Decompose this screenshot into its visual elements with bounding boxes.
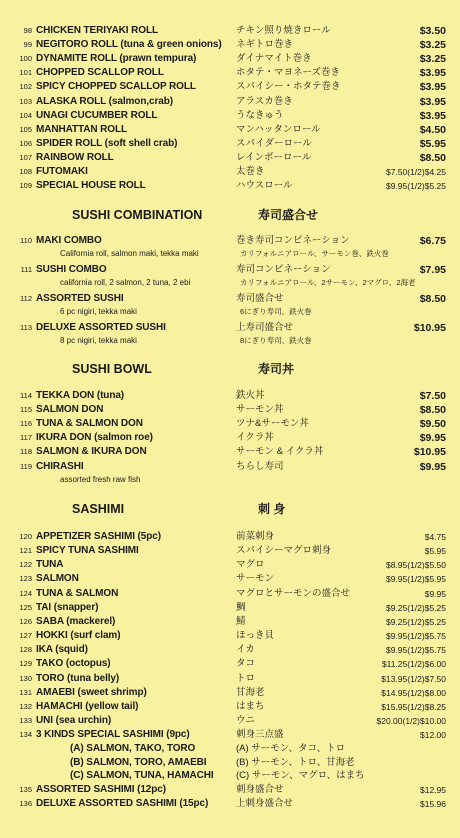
item-name-jp: (B) サーモン、トロ、甘海老 — [236, 756, 355, 768]
item-number: 123 — [19, 574, 32, 584]
item-name-jp: サーモン & イクラ丼 — [236, 446, 324, 458]
section-title: SASHIMI — [72, 502, 125, 516]
item-number: 108 — [19, 167, 32, 176]
description-text-jp: カリフォルニアロール、2サーモン、2マグロ、2海老 — [240, 278, 416, 287]
item-name-jp: レインボーロール — [236, 151, 312, 163]
item-number: 107 — [19, 152, 32, 162]
item-price: $13.95(1/2)$7.50 — [381, 673, 446, 684]
item-number: 136 — [19, 799, 32, 809]
menu-item — [0, 629, 460, 643]
item-description — [0, 306, 460, 318]
item-price: $9.25(1/2)$5.25 — [385, 602, 446, 613]
item-name-jp: 甘海老 — [236, 686, 265, 698]
item-price: $11.25(1/2)$6.00 — [381, 659, 446, 670]
menu-item — [0, 431, 460, 445]
item-name: SPICY CHOPPED SCALLOP ROLL — [36, 81, 196, 93]
item-price: $3.25 — [419, 39, 446, 52]
item-name: TORO (tuna belly) — [36, 672, 120, 684]
item-name-jp: 寿司盛合せ — [236, 293, 284, 304]
item-name: HAMACHI (yellow tail) — [36, 700, 139, 712]
item-price: $15.95(1/2)$8.25 — [381, 701, 446, 712]
item-name: DELUXE ASSORTED SASHIMI (15pc) — [36, 798, 209, 810]
item-price: $9.95 — [419, 432, 446, 445]
description-text: california roll, 2 salmon, 2 tuna, 2 ebi — [60, 278, 191, 287]
menu-item — [0, 544, 460, 558]
description-text-jp: カリフォルニアロール、サーモン巻、鉄火巻 — [240, 249, 389, 258]
item-name-jp: イクラ丼 — [236, 432, 274, 444]
item-name-jp: (C) サーモン、マグロ、はまち — [236, 770, 365, 782]
item-description — [0, 335, 460, 347]
item-name: TEKKA DON (tuna) — [36, 390, 125, 401]
item-number: 105 — [19, 124, 32, 134]
menu-item — [0, 151, 460, 165]
item-name: DYNAMITE ROLL (prawn tempura) — [36, 53, 197, 65]
item-name-jp: アラスカ巻き — [236, 95, 293, 107]
item-name-jp: 刺身盛合せ — [236, 784, 284, 796]
item-number: 117 — [20, 433, 32, 443]
item-name-jp: (A) サーモン、タコ、トロ — [236, 743, 346, 755]
item-price: $6.75 — [419, 235, 446, 247]
item-price: $3.95 — [419, 81, 446, 94]
item-number: 103 — [19, 96, 32, 106]
item-number: 98 — [23, 26, 32, 35]
menu-item — [0, 643, 460, 657]
menu-item — [0, 657, 460, 671]
menu-item — [0, 179, 460, 193]
item-name: TUNA & SALMON — [36, 587, 119, 599]
item-name-jp: ホタテ・マヨネーズ巻き — [236, 67, 341, 79]
item-name: UNI (sea urchin) — [36, 714, 112, 726]
item-name-jp: ハウスロール — [236, 180, 293, 192]
item-number: 113 — [20, 323, 32, 332]
menu-item — [0, 615, 460, 629]
item-name: SPICY TUNA SASHIMI — [36, 545, 139, 557]
item-name-jp: トロ — [236, 672, 256, 684]
item-number: 133 — [19, 715, 32, 725]
item-number: 119 — [20, 461, 32, 471]
item-price: $5.95 — [424, 546, 446, 557]
item-number: 132 — [19, 701, 32, 711]
item-name-jp: 巻き寿司コンビネーション — [236, 235, 350, 246]
item-name-jp: ネギトロ巻き — [236, 39, 294, 51]
item-price: $8.95(1/2)$5.50 — [385, 560, 446, 571]
item-name: ASSORTED SASHIMI (12pc) — [36, 784, 166, 796]
item-price: $8.50 — [419, 404, 446, 417]
item-number: 112 — [20, 294, 32, 303]
item-name: NEGITORO ROLL (tuna & green onions) — [36, 39, 222, 51]
item-price: $9.95(1/2)$5.75 — [385, 645, 446, 656]
item-name: UNAGI CUCUMBER ROLL — [36, 109, 158, 121]
item-number: 114 — [20, 391, 32, 400]
menu-item — [0, 66, 460, 80]
item-price: $3.25 — [419, 53, 446, 66]
item-name: ALASKA ROLL (salmon,crab) — [36, 95, 173, 107]
item-price: $3.95 — [419, 67, 446, 80]
item-name-jp: はまち — [236, 700, 265, 712]
item-name: CHIRASHI — [36, 460, 84, 472]
item-name: SALMON & IKURA DON — [36, 446, 147, 458]
menu-item — [0, 558, 460, 572]
item-price: $3.95 — [419, 109, 446, 122]
item-number: 115 — [20, 405, 32, 415]
item-price: $12.00 — [420, 730, 446, 741]
item-name-jp: ほっき貝 — [236, 630, 275, 642]
item-name: SALMON DON — [36, 404, 104, 416]
menu-item — [0, 756, 460, 770]
item-name: SPIDER ROLL (soft shell crab) — [36, 137, 178, 149]
item-name: ASSORTED SUSHI — [36, 293, 124, 304]
item-price: $7.50(1/2)$4.25 — [385, 167, 446, 177]
item-price: $4.50 — [419, 123, 446, 136]
menu-item — [0, 165, 460, 179]
item-name: MANHATTAN ROLL — [36, 123, 127, 135]
item-number: 127 — [19, 631, 32, 641]
item-name: RAINBOW ROLL — [36, 151, 114, 163]
item-name-jp: ツナ&サーモン丼 — [236, 418, 309, 430]
menu-item — [0, 38, 460, 52]
menu-item — [0, 672, 460, 686]
menu-item — [0, 417, 460, 431]
item-name-jp: スパイダーロール — [236, 137, 312, 149]
item-name: SALMON — [36, 573, 79, 585]
item-name-jp: ちらし寿司 — [236, 460, 284, 472]
item-name: (C) SALMON, TUNA, HAMACHI — [70, 770, 214, 782]
item-name: MAKI COMBO — [36, 235, 102, 246]
item-name-jp: うなきゅう — [236, 109, 284, 121]
item-price: $10.95 — [413, 322, 446, 334]
menu-item — [0, 742, 460, 756]
item-number: 106 — [19, 138, 32, 148]
item-number: 126 — [19, 616, 32, 626]
menu-item — [0, 714, 460, 728]
item-name: AMAEBI (sweet shrimp) — [36, 686, 147, 698]
item-price: $20.00(1/2)$10.00 — [376, 715, 446, 726]
item-name-jp: 寿司コンビネーション — [236, 264, 331, 275]
item-name-jp: スパイシーマグロ刺身 — [236, 545, 332, 557]
item-price: $9.95(1/2)$5.95 — [385, 574, 446, 585]
item-number: 122 — [19, 560, 32, 570]
menu-item — [0, 389, 460, 403]
menu-item — [0, 137, 460, 151]
item-price: $10.95 — [413, 446, 446, 459]
item-name: DELUXE ASSORTED SUSHI — [36, 322, 166, 333]
item-number: 104 — [19, 110, 32, 120]
section-title: SUSHI BOWL — [72, 362, 152, 376]
item-description — [0, 248, 460, 260]
menu-item — [0, 530, 460, 544]
item-number: 131 — [19, 687, 32, 697]
item-name: TUNA & SALMON DON — [36, 418, 143, 430]
item-number: 118 — [20, 447, 32, 457]
item-name-jp: 鯖 — [236, 615, 246, 627]
item-price: $12.95 — [420, 785, 446, 796]
item-price: $4.75 — [424, 532, 446, 542]
item-name: SPECIAL HOUSE ROLL — [36, 180, 146, 192]
item-price: $9.95 — [419, 460, 446, 473]
item-price: $8.50 — [419, 293, 446, 305]
menu-item — [0, 587, 460, 601]
item-name-jp: ダイナマイト巻き — [236, 53, 312, 65]
item-number: 129 — [19, 659, 32, 669]
item-price: $15.96 — [420, 799, 446, 810]
item-number: 120 — [19, 532, 32, 541]
item-number: 116 — [20, 419, 32, 429]
item-name: IKURA DON (salmon roe) — [36, 432, 153, 444]
menu-item — [0, 686, 460, 700]
item-name-jp: 鯛 — [236, 601, 246, 613]
item-price: $3.50 — [419, 25, 446, 37]
item-name: (B) SALMON, TORO, AMAEBI — [70, 756, 207, 768]
item-price: $8.50 — [419, 151, 446, 164]
item-number: 121 — [19, 546, 32, 556]
item-number: 135 — [19, 785, 32, 795]
description-text: 8 pc nigiri, tekka maki — [60, 336, 137, 345]
item-name-jp: ウニ — [236, 714, 256, 726]
item-name: IKA (squid) — [36, 644, 88, 656]
item-name-jp: スパイシー・ホタテ巻き — [236, 81, 341, 93]
item-name-jp: マグロ — [236, 559, 265, 571]
item-name-jp: 前菜刺身 — [236, 531, 275, 542]
item-name: TUNA — [36, 559, 64, 571]
section-title: SUSHI COMBINATION — [72, 208, 203, 222]
item-name-jp: 鉄火丼 — [236, 390, 265, 401]
item-name: (A) SALMON, TAKO, TORO — [70, 743, 196, 755]
item-number: 130 — [19, 673, 32, 683]
item-name: APPETIZER SASHIMI (5pc) — [36, 531, 161, 542]
item-price: $3.95 — [419, 95, 446, 108]
menu-item — [0, 123, 460, 137]
item-name: CHOPPED SCALLOP ROLL — [36, 67, 164, 79]
menu-item — [0, 95, 460, 109]
item-number: 125 — [19, 602, 32, 612]
menu-item — [0, 783, 460, 797]
menu-item — [0, 292, 460, 306]
item-name-jp: 上刺身盛合せ — [236, 798, 294, 810]
item-name-jp: チキン照り焼きロール — [236, 25, 331, 36]
section-heading — [0, 206, 460, 224]
item-name: 3 KINDS SPECIAL SASHIMI (9pc) — [36, 729, 190, 741]
menu-item — [0, 700, 460, 714]
item-number: 100 — [19, 54, 32, 64]
menu-item — [0, 321, 460, 335]
item-name-jp: イカ — [236, 644, 255, 656]
description-text: California roll, salmon maki, tekka maki — [60, 249, 199, 258]
item-name-jp: 刺身三点盛 — [236, 729, 284, 741]
section-title-jp: 寿司盛合せ — [258, 208, 319, 222]
item-name-jp: マグロとサーモンの盛合せ — [236, 587, 351, 599]
item-name: SUSHI COMBO — [36, 264, 107, 275]
section-heading — [0, 500, 460, 518]
menu-item — [0, 234, 460, 248]
menu-item — [0, 769, 460, 783]
section-title-jp: 寿司丼 — [258, 362, 295, 376]
menu-item — [0, 24, 460, 38]
item-price: $9.50 — [419, 418, 446, 431]
item-price: $5.95 — [419, 137, 446, 150]
item-number: 99 — [23, 40, 32, 50]
description-text-jp: 8にぎり寿司、鉄火巻 — [240, 336, 312, 345]
section-heading — [0, 360, 460, 378]
menu-item — [0, 728, 460, 742]
item-number: 128 — [19, 645, 32, 655]
item-name: TAKO (octopus) — [36, 658, 111, 670]
description-text: assorted fresh raw fish — [60, 474, 141, 484]
menu-item — [0, 80, 460, 94]
menu-item — [0, 601, 460, 615]
item-description — [0, 277, 460, 289]
item-name: TAI (snapper) — [36, 601, 99, 613]
item-number: 124 — [19, 588, 32, 598]
menu-item — [0, 109, 460, 123]
item-name-jp: サーモン丼 — [236, 404, 284, 416]
item-name-jp: サーモン — [236, 573, 275, 585]
item-price: $9.25(1/2)$5.25 — [385, 616, 446, 627]
item-name-jp: タコ — [236, 658, 256, 670]
item-name-jp: マンハッタンロール — [236, 123, 321, 135]
menu-item — [0, 797, 460, 811]
item-name: CHICKEN TERIYAKI ROLL — [36, 25, 158, 36]
item-price: $9.95(1/2)$5.75 — [385, 631, 446, 642]
description-text: 6 pc nigiri, tekka maki — [60, 307, 137, 316]
item-price: $7.50 — [419, 390, 446, 402]
item-number: 110 — [20, 236, 32, 245]
item-description — [0, 474, 460, 486]
item-name: SABA (mackerel) — [36, 615, 116, 627]
menu-item — [0, 403, 460, 417]
item-name-jp: 太巻き — [236, 166, 265, 177]
item-number: 134 — [19, 730, 32, 740]
menu-item — [0, 460, 460, 474]
item-price: $14.95(1/2)$8.00 — [381, 687, 446, 698]
menu-item — [0, 572, 460, 586]
item-price: $9.95(1/2)$5.25 — [385, 181, 446, 192]
item-name-jp: 上寿司盛合せ — [236, 322, 294, 333]
item-name: FUTOMAKI — [36, 166, 88, 177]
section-title-jp: 刺 身 — [258, 502, 286, 516]
menu-item — [0, 52, 460, 66]
item-number: 102 — [19, 82, 32, 92]
menu-item — [0, 445, 460, 459]
item-price: $7.95 — [419, 264, 446, 276]
item-number: 101 — [19, 68, 32, 78]
item-price: $9.95 — [424, 588, 446, 599]
item-name: HOKKI (surf clam) — [36, 630, 121, 642]
item-number: 111 — [20, 265, 32, 274]
item-number: 109 — [19, 181, 32, 191]
menu-item — [0, 263, 460, 277]
description-text-jp: 6にぎり寿司、鉄火巻 — [240, 307, 312, 316]
